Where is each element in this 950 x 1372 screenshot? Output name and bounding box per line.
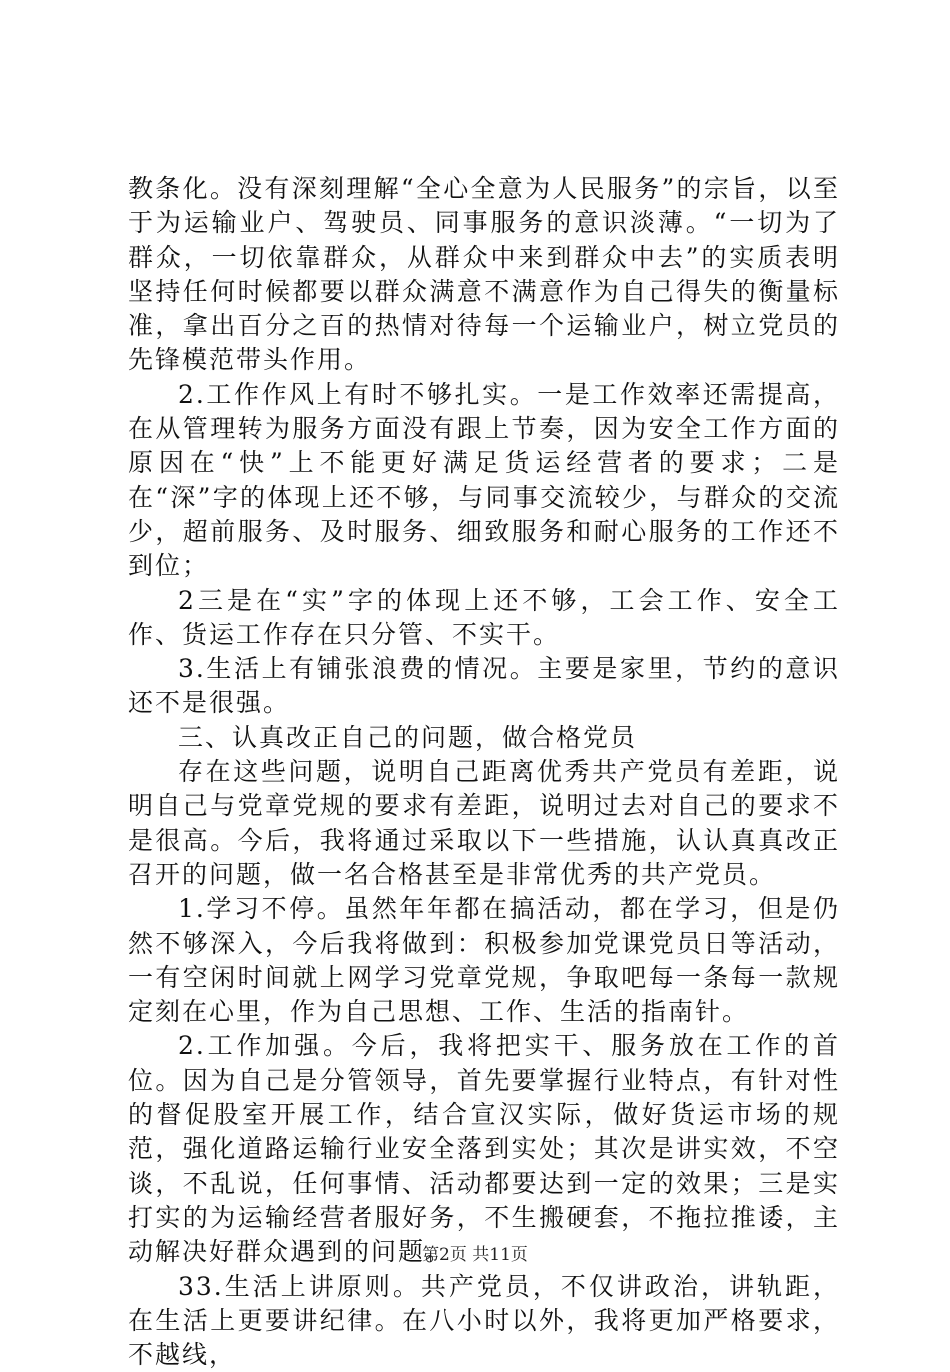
paragraph-2: 2.工作作风上有时不够扎实。一是工作效率还需提高，在从管理转为服务方面没有跟上节奏，因为安全工作方面的原因在“快”上不能更好满足货运经营者的要求；二是在“深”字的体现上还不够，与同事交流较少，与群众的交流少，超前服务、及时服务、细致服务和耐心服务的工作还不到位；	[128, 378, 840, 584]
paragraph-8: 2.工作加强。今后，我将把实干、服务放在工作的首位。因为自己是分管领导，首先要掌握行业特点，有针对性的督促股室开展工作，结合宣汉实际，做好货运市场的规范，强化道路运输行业安全落到实处；其次是讲实效，不空谈，不乱说，任何事情、活动都要达到一定的效果；三是实打实的为运输经营者服好务，不生搬硬套，不拖拉推诿，主动解决好群众遇到的问题。	[128, 1029, 840, 1269]
section-heading: 三、认真改正自己的问题，做合格党员	[128, 721, 840, 755]
paragraph-1: 教条化。没有深刻理解“全心全意为人民服务”的宗旨，以至于为运输业户、驾驶员、同事服务的意识淡薄。“一切为了群众，一切依靠群众，从群众中来到群众中去”的实质表明坚持任何时候都要以群众满意不满意作为自己得失的衡量标准，拿出百分之百的热情对待每一个运输业户，树立党员的先锋模范带头作用。	[128, 172, 840, 378]
paragraph-6: 存在这些问题，说明自己距离优秀共产党员有差距，说明自己与党章党规的要求有差距，说明过去对自己的要求不是很高。今后，我将通过采取以下一些措施，认认真真改正召开的问题，做一名合格甚至是非常优秀的共产党员。	[128, 755, 840, 892]
page-number-footer: 第2页 共11页	[0, 1244, 950, 1266]
paragraph-4: 3.生活上有铺张浪费的情况。主要是家里，节约的意识还不是很强。	[128, 652, 840, 721]
paragraph-7: 1.学习不停。虽然年年都在搞活动，都在学习，但是仍然不够深入，今后我将做到：积极参加党课党员日等活动，一有空闲时间就上网学习党章党规，争取吧每一条每一款规定刻在心里，作为自己思想、工作、生活的指南针。	[128, 892, 840, 1029]
paragraph-9: 33.生活上讲原则。共产党员，不仅讲政治，讲轨距，在生活上更要讲纪律。在八小时以外，我将更加严格要求，不越线，	[128, 1270, 840, 1372]
paragraph-3: 2三是在“实”字的体现上还不够，工会工作、安全工作、货运工作存在只分管、不实干。	[128, 584, 840, 653]
document-body	[128, 172, 840, 1372]
